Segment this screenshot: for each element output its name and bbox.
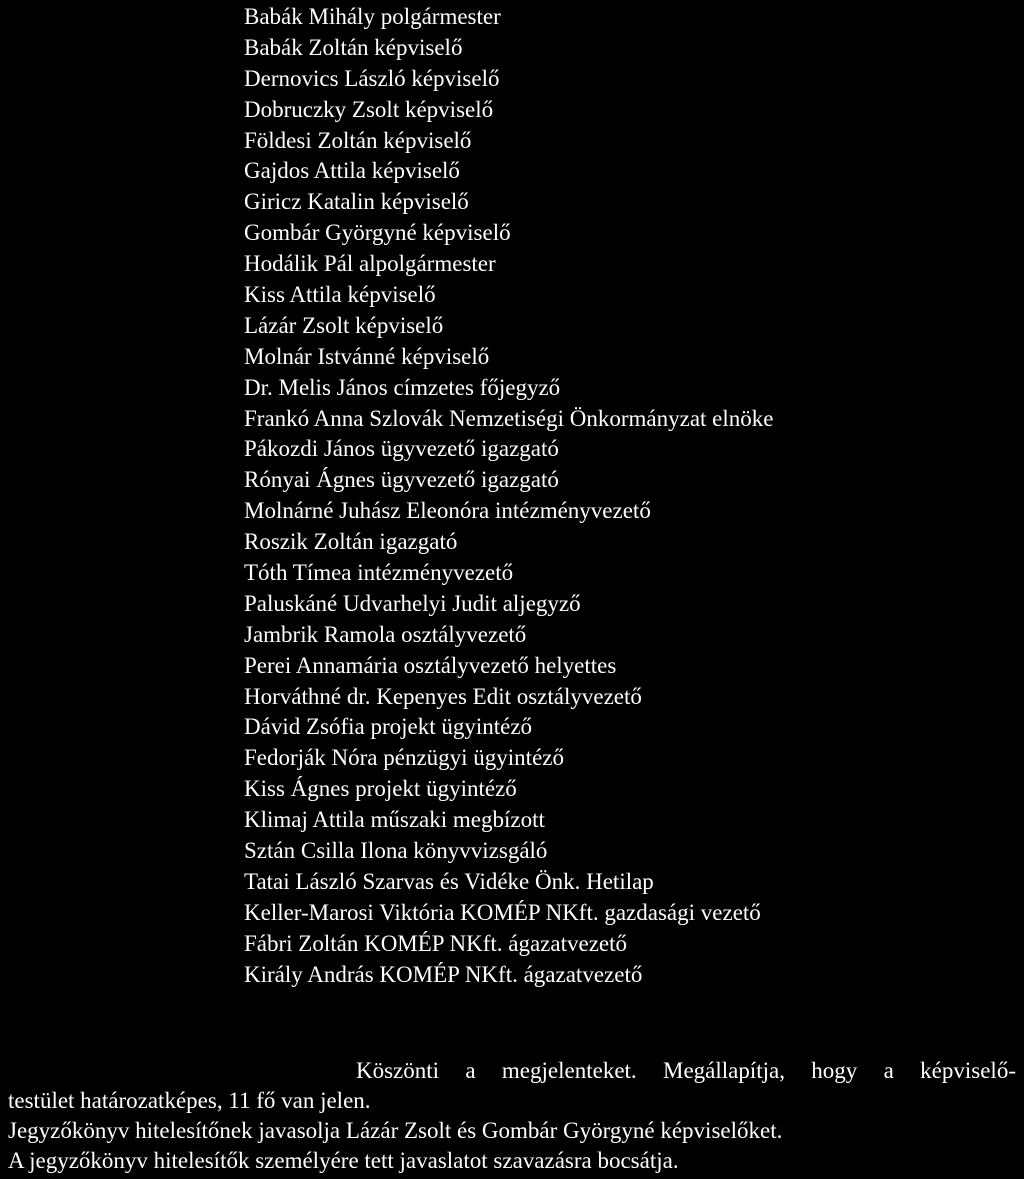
attendee-item: Giricz Katalin képviselő (244, 189, 469, 215)
attendee-item: Molnárné Juhász Eleonóra intézményvezető (244, 498, 651, 524)
attendee-list (244, 2, 774, 991)
attendee-item: Földesi Zoltán képviselő (244, 127, 472, 153)
attendee-item: Dr. Melis János címzetes főjegyző (244, 374, 561, 400)
attendee-item: Frankó Anna Szlovák Nemzetiségi Önkormányzat elnöke (244, 405, 774, 431)
attendee-item: Paluskáné Udvarhelyi Judit aljegyző (244, 590, 581, 616)
attendee-item: Kiss Ágnes projekt ügyintéző (244, 776, 517, 802)
attendee-item: Hodálik Pál alpolgármester (244, 251, 496, 277)
attendee-item: Tóth Tímea intézményvezető (244, 560, 514, 586)
attendee-item: Tatai László Szarvas és Vidéke Önk. Hetilap (244, 868, 654, 894)
attendee-item: Keller-Marosi Viktória KOMÉP NKft. gazdasági vezető (244, 899, 761, 925)
attendee-item: Király András KOMÉP NKft. ágazatvezető (244, 961, 643, 987)
attendee-item: Fedorják Nóra pénzügyi ügyintéző (244, 745, 564, 771)
attendee-item: Dernovics László képviselő (244, 65, 500, 91)
attendee-item: Fábri Zoltán KOMÉP NKft. ágazatvezető (244, 930, 628, 956)
attendee-item: Lázár Zsolt képviselő (244, 312, 444, 338)
attendee-item: Babák Zoltán képviselő (244, 34, 463, 60)
paragraph-line-2: testület határozatképes, 11 fő van jelen. (8, 1088, 371, 1113)
attendee-item: Molnár Istvánné képviselő (244, 343, 490, 369)
attendee-item: Roszik Zoltán igazgató (244, 529, 458, 555)
attendee-item: Sztán Csilla Ilona könyvvizsgáló (244, 838, 548, 864)
attendee-item: Klimaj Attila műszaki megbízott (244, 807, 545, 833)
paragraph-line-1: Köszönti a megjelenteket. Megállapítja, hogy a képviselő- (356, 1058, 1016, 1083)
attendee-item: Gombár Györgyné képviselő (244, 220, 511, 246)
attendee-item: Horváthné dr. Kepenyes Edit osztályvezető (244, 683, 642, 709)
attendee-item: Rónyai Ágnes ügyvezető igazgató (244, 467, 559, 493)
attendee-item: Kiss Attila képviselő (244, 282, 436, 308)
attendee-item: Dobruczky Zsolt képviselő (244, 96, 494, 122)
paragraph-line-4: A jegyzőkönyv hitelesítők személyére tett javaslatot szavazásra bocsátja. (8, 1148, 679, 1173)
attendee-item: Pákozdi János ügyvezető igazgató (244, 436, 559, 462)
attendee-item: Babák Mihály polgármester (244, 4, 501, 29)
paragraph-line-3: Jegyzőkönyv hitelesítőnek javasolja Lázár Zsolt és Gombár Györgyné képviselőket. (8, 1118, 783, 1143)
attendee-item: Perei Annamária osztályvezető helyettes (244, 652, 617, 678)
attendee-item: Dávid Zsófia projekt ügyintéző (244, 714, 533, 740)
attendee-item: Gajdos Attila képviselő (244, 158, 460, 184)
minutes-paragraph (8, 1056, 1016, 1176)
attendee-item: Jambrik Ramola osztályvezető (244, 621, 527, 647)
